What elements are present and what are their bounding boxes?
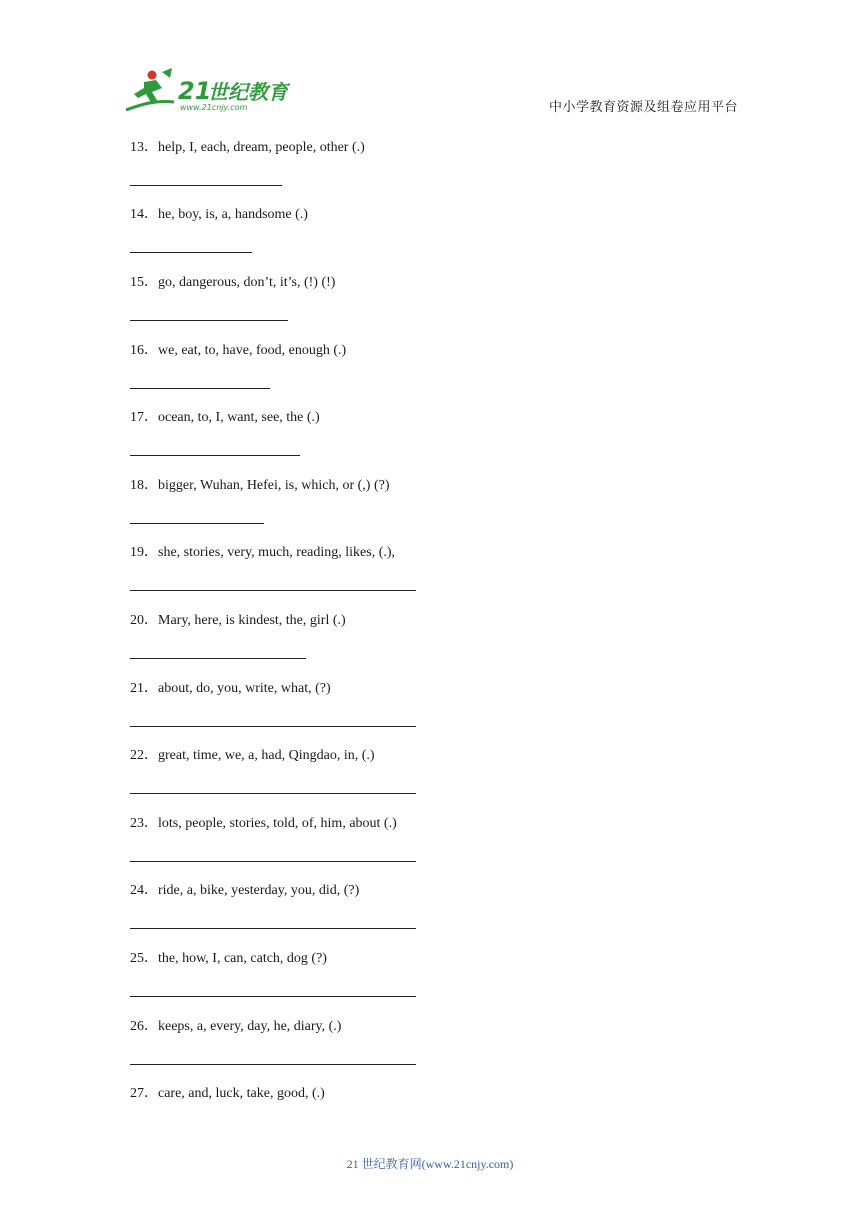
question-number: 13． bbox=[130, 140, 158, 155]
question-item bbox=[130, 612, 346, 630]
question-text: ocean, to, I, want, see, the (.) bbox=[158, 410, 320, 425]
answer-line[interactable] bbox=[130, 388, 270, 389]
answer-line[interactable] bbox=[130, 996, 416, 997]
question-text: he, boy, is, a, handsome (.) bbox=[158, 207, 308, 222]
answer-line[interactable] bbox=[130, 726, 416, 727]
question-text: care, and, luck, take, good, (.) bbox=[158, 1086, 325, 1101]
svg-text:www.21cnjy.com: www.21cnjy.com bbox=[180, 103, 248, 112]
svg-text:21: 21 bbox=[178, 77, 212, 105]
answer-line[interactable] bbox=[130, 793, 416, 794]
question-number: 20． bbox=[130, 613, 158, 628]
question-text: ride, a, bike, yesterday, you, did, (?) bbox=[158, 883, 360, 898]
question-text: the, how, I, can, catch, dog (?) bbox=[158, 951, 327, 966]
question-item bbox=[130, 1085, 325, 1103]
answer-line[interactable] bbox=[130, 1064, 416, 1065]
question-item bbox=[130, 950, 327, 968]
answer-line[interactable] bbox=[130, 928, 416, 929]
answer-line[interactable] bbox=[130, 590, 416, 591]
question-item bbox=[130, 206, 308, 224]
question-item bbox=[130, 815, 397, 833]
question-item bbox=[130, 680, 331, 698]
answer-line[interactable] bbox=[130, 455, 300, 456]
site-logo bbox=[122, 66, 290, 116]
svg-text:世纪教育: 世纪教育 bbox=[208, 80, 288, 104]
answer-line[interactable] bbox=[130, 861, 416, 862]
question-text: great, time, we, a, had, Qingdao, in, (.) bbox=[158, 748, 375, 763]
question-text: she, stories, very, much, reading, likes, (.), bbox=[158, 545, 396, 560]
question-item bbox=[130, 342, 346, 360]
question-item bbox=[130, 882, 359, 900]
answer-line[interactable] bbox=[130, 185, 282, 186]
question-number: 14． bbox=[130, 207, 158, 222]
page-header bbox=[0, 0, 860, 125]
question-text: about, do, you, write, what, (?) bbox=[158, 681, 331, 696]
answer-line[interactable] bbox=[130, 320, 288, 321]
question-text: keeps, a, every, day, he, diary, (.) bbox=[158, 1019, 342, 1034]
runner-logo-icon bbox=[122, 66, 290, 116]
question-number: 15． bbox=[130, 275, 158, 290]
question-number: 18． bbox=[130, 478, 158, 493]
question-item bbox=[130, 477, 390, 495]
question-text: help, I, each, dream, people, other (.) bbox=[158, 140, 365, 155]
question-item bbox=[130, 1018, 341, 1036]
answer-line[interactable] bbox=[130, 252, 252, 253]
answer-line[interactable] bbox=[130, 523, 264, 524]
question-text: Mary, here, is kindest, the, girl (.) bbox=[158, 613, 346, 628]
question-number: 24． bbox=[130, 883, 158, 898]
question-item bbox=[130, 544, 395, 562]
question-number: 25． bbox=[130, 951, 158, 966]
question-number: 22． bbox=[130, 748, 158, 763]
question-number: 23． bbox=[130, 816, 158, 831]
question-item bbox=[130, 139, 365, 157]
question-text: go, dangerous, don’t, it’s, (!) (!) bbox=[158, 275, 336, 290]
page-footer: 21 世纪教育网(www.21cnjy.com) bbox=[346, 1157, 514, 1171]
question-number: 17． bbox=[130, 410, 158, 425]
question-number: 26． bbox=[130, 1019, 158, 1034]
question-number: 16． bbox=[130, 343, 158, 358]
answer-line[interactable] bbox=[130, 658, 306, 659]
question-text: bigger, Wuhan, Hefei, is, which, or (,) (?) bbox=[158, 478, 390, 493]
question-item bbox=[130, 274, 335, 292]
question-text: we, eat, to, have, food, enough (.) bbox=[158, 343, 347, 358]
platform-tagline: 中小学教育资源及组卷应用平台 bbox=[549, 100, 739, 115]
question-number: 19． bbox=[130, 545, 158, 560]
question-item bbox=[130, 747, 375, 765]
question-text: lots, people, stories, told, of, him, about (.) bbox=[158, 816, 397, 831]
question-item bbox=[130, 409, 320, 427]
question-number: 27． bbox=[130, 1086, 158, 1101]
question-number: 21． bbox=[130, 681, 158, 696]
